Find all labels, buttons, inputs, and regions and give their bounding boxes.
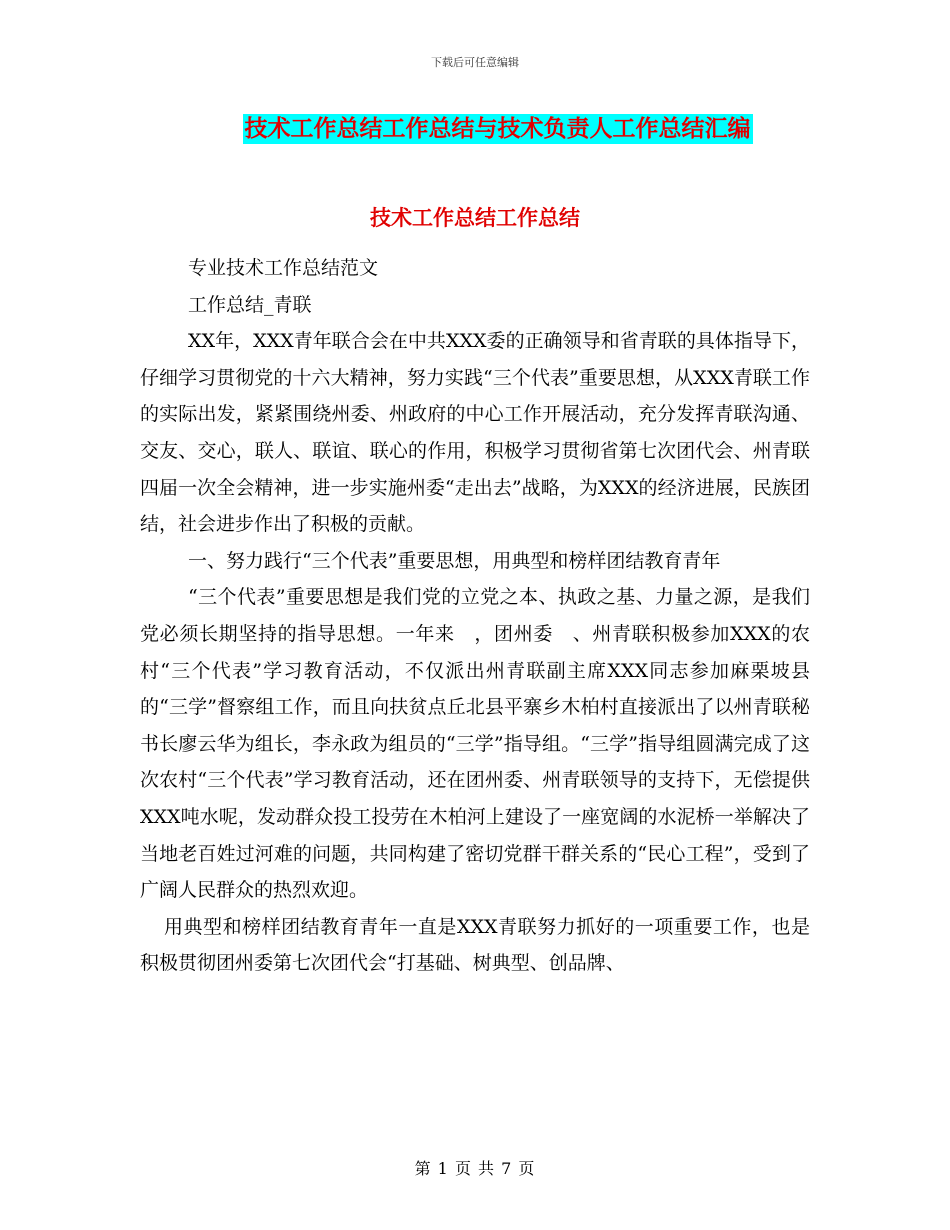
document-body <box>140 250 830 982</box>
paragraph-heading: 专业技术工作总结范文 <box>188 257 379 279</box>
page-number: 第 1 页 共 7 页 <box>414 1159 536 1178</box>
paragraph-subheading: 工作总结_青联 <box>188 293 312 316</box>
main-title: 技术工作总结工作总结与技术负责人工作总结汇编 <box>244 116 751 142</box>
header-note: 下载后可任意编辑 <box>431 56 519 69</box>
section-heading: 一、努力践行“三个代表”重要思想，用典型和榜样团结教育青年 <box>188 549 721 572</box>
paragraph: 用典型和榜样团结教育青年一直是XXX青联努力抓好的一项重要工作，也是积极贯彻团州委第七次团代会“打基础、树典型、创品牌、 <box>140 915 810 975</box>
main-title-wrap <box>0 114 950 144</box>
paragraph: “三个代表”重要思想是我们党的立党之本、执政之基、力量之源，是我们党必须长期坚持的指导思想。一年来 ，团州委 、州青联积极参加XXX的农村“三个代表”学习教育活动，不仅派出州青联副主席XXX同志参加麻栗坡县的“三学”督察组工作，而且向扶贫点丘北县平寨乡木柏村直接派出了以州青联秘书长廖云华为组长，李永政为组员的“三学”指导组。“三学”指导组圆满完成了这次农村“三个代表”学习教育活动，还在团州委、州青联领导的支持下，无偿提供 XXX吨水呢，发动群众投工投劳在木柏河上建设了一座宽阔的水泥桥一举解决了当地老百姓过河难的问题，共同构建了密切党群干群关系的“民心工程”，受到了广阔人民群众的热烈欢迎。 <box>140 586 830 902</box>
paragraph: XX年，XXX青年联合会在中共XXX委的正确领导和省青联的具体指导下，仔细学习贯彻党的十六大精神，努力实践“三个代表”重要思想，从XXX青联工作的实际出发，紧紧围绕州委、州政府的中心工作开展活动，充分发挥青联沟通、交友、交心，联人、联谊、联心的作用，积极学习贯彻省第七次团代会、州青联四届一次全会精神，进一步实施州委“走出去”战略，为XXX的经济进展，民族团结，社会进步作出了积极的贡献。 <box>140 330 810 536</box>
sub-title: 技术工作总结工作总结 <box>370 206 580 230</box>
